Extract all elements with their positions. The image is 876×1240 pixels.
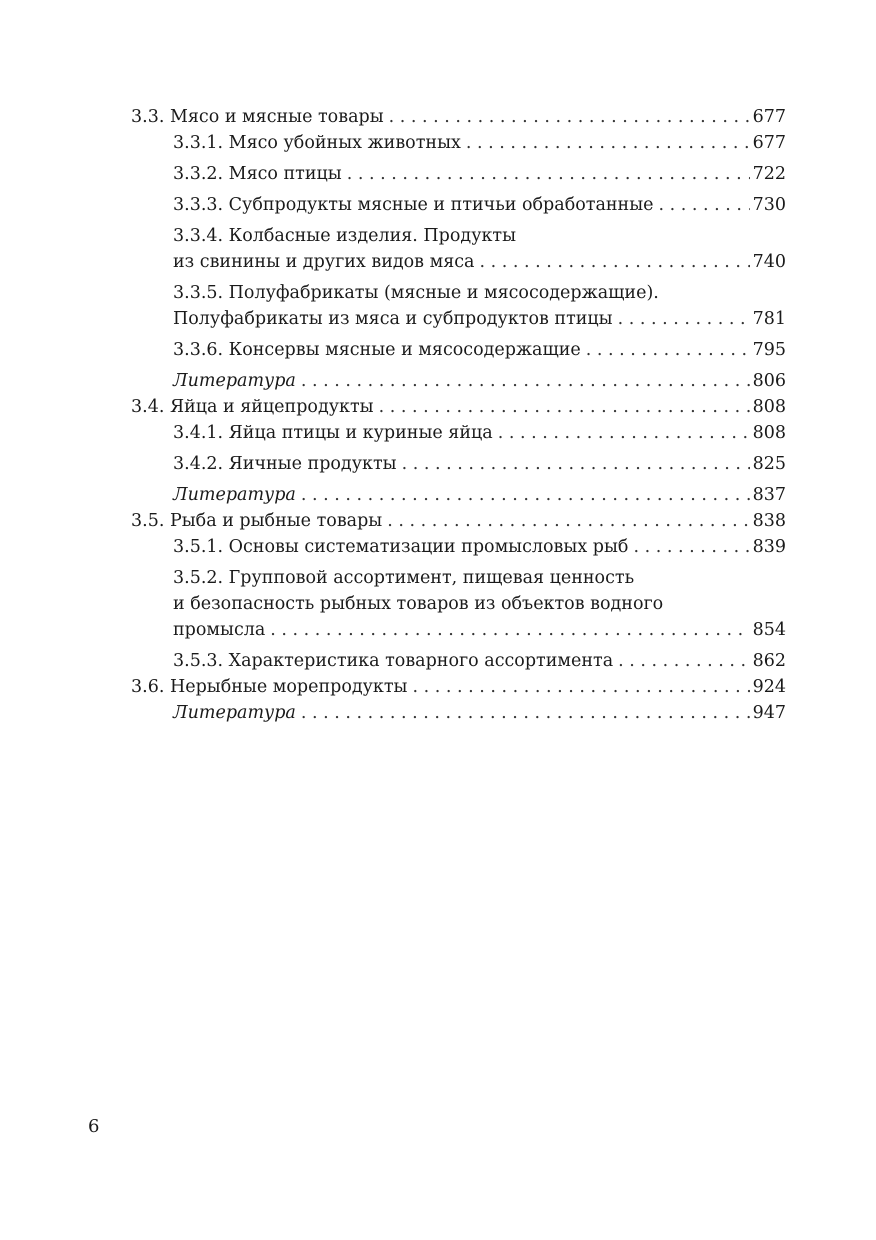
toc-entry-title: 3.4.1. Яйца птицы и куриные яйца xyxy=(173,423,493,443)
toc-entry-page: 740 xyxy=(752,252,786,272)
toc-entry[interactable] xyxy=(131,534,786,560)
dot-leader xyxy=(270,617,749,643)
toc-entry-title: 3.3.1. Мясо убойных животных xyxy=(173,133,461,153)
toc-entry-page: 806 xyxy=(752,371,786,391)
toc-entry-page: 825 xyxy=(752,454,786,474)
toc-entry-title-line: 3.5.2. Групповой ассортимент, пищевая ценность xyxy=(173,568,635,588)
toc-entry-title: 3.3. Мясо и мясные товары xyxy=(131,107,384,127)
toc-entry-page: 924 xyxy=(752,677,786,697)
toc-entry-page: 808 xyxy=(752,423,786,443)
toc-entry-title: 3.5. Рыба и рыбные товары xyxy=(131,511,383,531)
dot-leader xyxy=(466,130,750,156)
toc-entry-page: 854 xyxy=(752,620,786,640)
toc-entry-page: 795 xyxy=(752,340,786,360)
dot-leader xyxy=(659,192,750,218)
toc-entry[interactable] xyxy=(131,337,786,363)
toc-entry[interactable] xyxy=(131,451,786,477)
toc-entry-page: 838 xyxy=(752,511,786,531)
toc-entry-literature[interactable] xyxy=(131,368,786,394)
toc-entry-title-line: 3.3.4. Колбасные изделия. Продукты xyxy=(173,226,517,246)
toc-entry[interactable] xyxy=(131,223,786,275)
toc-entry[interactable] xyxy=(131,648,786,674)
dot-leader xyxy=(479,249,749,275)
toc-entry-page: 781 xyxy=(752,309,786,329)
toc-entry-title: Полуфабрикаты из мяса и субпродуктов птицы xyxy=(173,309,613,329)
toc-entry-page: 837 xyxy=(752,485,786,505)
toc-entry-title: 3.4. Яйца и яйцепродукты xyxy=(131,397,374,417)
dot-leader xyxy=(586,337,750,363)
toc-entry-page: 862 xyxy=(752,651,786,671)
toc-entry-page: 677 xyxy=(752,107,786,127)
toc-entry-title: из свинины и других видов мяса xyxy=(173,252,475,272)
dot-leader xyxy=(618,648,749,674)
toc-entry-literature[interactable] xyxy=(131,700,786,726)
dot-leader xyxy=(347,161,750,187)
toc-entry[interactable] xyxy=(131,674,786,700)
toc-entry-title-line: 3.3.5. Полуфабрикаты (мясные и мясосодержащие). xyxy=(173,283,659,303)
toc-entry[interactable] xyxy=(131,394,786,420)
toc-entry-title: Литература xyxy=(173,485,296,505)
dot-leader xyxy=(301,700,750,726)
toc-entry-title-line: и безопасность рыбных товаров из объектов водного xyxy=(173,594,664,614)
dot-leader xyxy=(402,451,750,477)
toc-entry[interactable] xyxy=(131,565,786,643)
toc-entry[interactable] xyxy=(131,420,786,446)
toc-entry-page: 947 xyxy=(752,703,786,723)
toc-entry-title: 3.5.1. Основы систематизации промысловых рыб xyxy=(173,537,629,557)
toc-entry[interactable] xyxy=(131,508,786,534)
toc-entry-page: 730 xyxy=(752,195,786,215)
toc-entry-page: 839 xyxy=(752,537,786,557)
dot-leader xyxy=(412,674,749,700)
toc-entry[interactable] xyxy=(131,130,786,156)
toc-entry[interactable] xyxy=(131,192,786,218)
table-of-contents xyxy=(131,104,786,726)
toc-entry[interactable] xyxy=(131,280,786,332)
dot-leader xyxy=(618,306,750,332)
toc-entry-page: 722 xyxy=(752,164,786,184)
dot-leader xyxy=(301,368,750,394)
dot-leader xyxy=(387,508,749,534)
toc-entry-title: Литература xyxy=(173,371,296,391)
page-number: 6 xyxy=(88,1116,100,1137)
toc-entry-title: 3.4.2. Яичные продукты xyxy=(173,454,397,474)
toc-entry-title: промысла xyxy=(173,620,266,640)
toc-entry-title: 3.6. Нерыбные морепродукты xyxy=(131,677,408,697)
toc-entry[interactable] xyxy=(131,161,786,187)
toc-entry-title: 3.3.2. Мясо птицы xyxy=(173,164,342,184)
dot-leader xyxy=(379,394,750,420)
toc-entry-title: 3.3.3. Субпродукты мясные и птичьи обработанные xyxy=(173,195,654,215)
toc-entry-page: 677 xyxy=(752,133,786,153)
dot-leader xyxy=(301,482,750,508)
dot-leader xyxy=(389,104,750,130)
toc-entry-title: 3.5.3. Характеристика товарного ассортимента xyxy=(173,651,614,671)
toc-entry-page: 808 xyxy=(752,397,786,417)
toc-entry-literature[interactable] xyxy=(131,482,786,508)
dot-leader xyxy=(498,420,750,446)
toc-entry[interactable] xyxy=(131,104,786,130)
toc-entry-title: 3.3.6. Консервы мясные и мясосодержащие xyxy=(173,340,581,360)
toc-entry-title: Литература xyxy=(173,703,296,723)
dot-leader xyxy=(633,534,749,560)
